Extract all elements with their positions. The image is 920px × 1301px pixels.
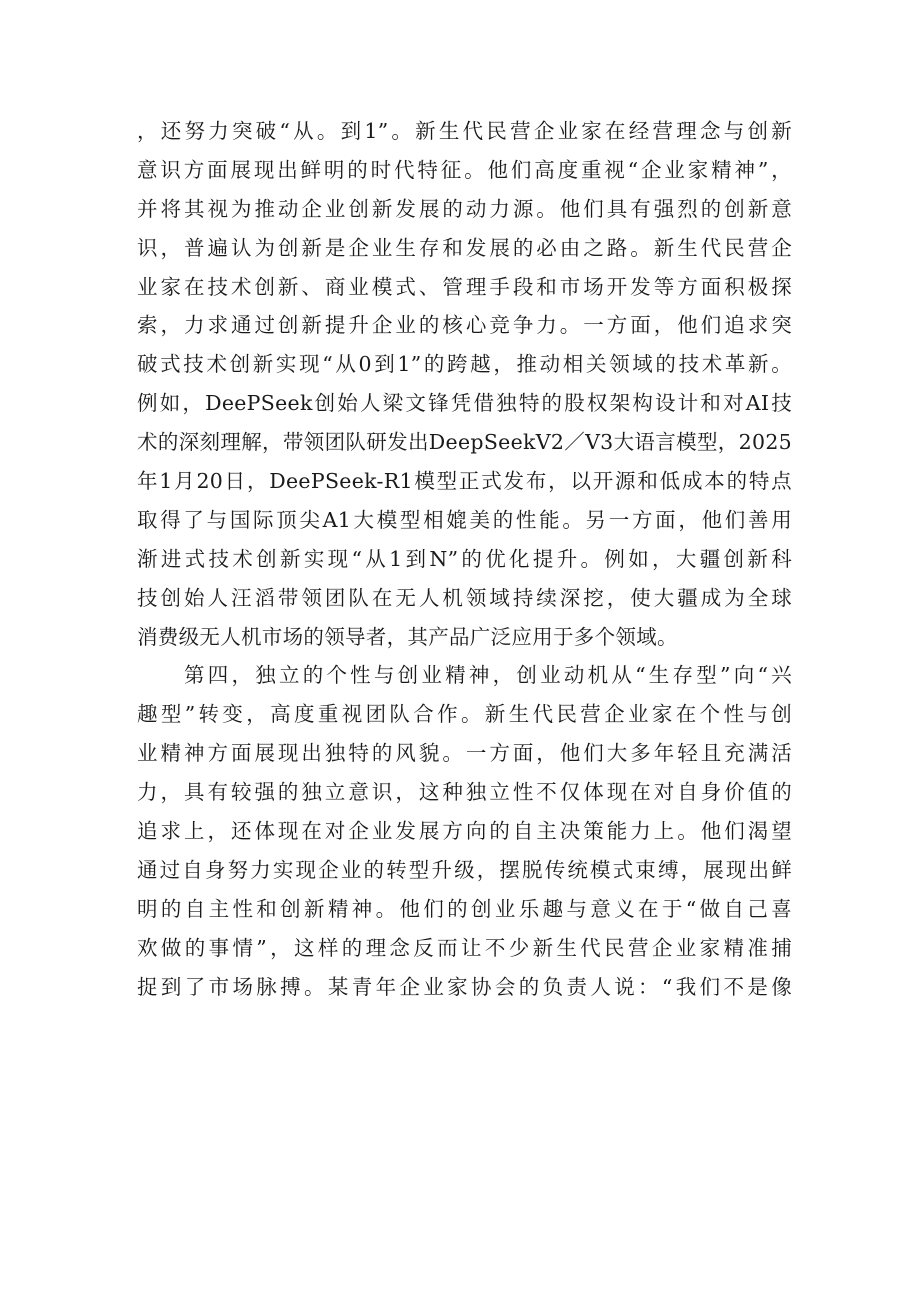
text-line: 追求上，还体现在对企业发展方向的自主决策能力上。他们渴望 [137, 819, 792, 844]
text-line: 力，具有较强的独立意识，这种独立性不仅体现在对自身价值的 [137, 780, 792, 805]
text-line: 业精神方面展现出独特的风貌。一方面，他们大多年轻且充满活 [137, 741, 792, 766]
text-line: 欢做的事情”，这样的理念反而让不少新生代民营企业家精准捕 [137, 935, 792, 960]
text-line: 明的自主性和创新精神。他们的创业乐趣与意义在于“做自己喜 [137, 896, 792, 921]
text-line: 意识方面展现出鲜明的时代特征。他们高度重视“企业家精神”， [137, 157, 792, 182]
text-line: 捉到了市场脉搏。某青年企业家协会的负责人说：“我们不是像 [137, 974, 792, 999]
text-line: 术的深刻理解，带领团队研发出DeepSeekV2／V3大语言模型，2025 [137, 430, 792, 455]
document-page [137, 112, 792, 1006]
text-line: 年1月20日，DeePSeek-R1模型正式发布，以开源和低成本的特点 [137, 469, 792, 494]
text-line: 技创始人汪滔带领团队在无人机领域持续深挖，使大疆成为全球 [137, 585, 792, 610]
text-line: 破式技术创新实现“从0到1”的跨越，推动相关领域的技术革新。 [137, 352, 792, 377]
text-line: 识，普遍认为创新是企业生存和发展的必由之路。新生代民营企 [137, 235, 792, 260]
text-line: 例如，DeePSeek创始人梁文锋凭借独特的股权架构设计和对AI技 [137, 391, 792, 416]
text-line: 第四，独立的个性与创业精神，创业动机从“生存型”向“兴 [184, 663, 792, 688]
text-line: 渐进式技术创新实现“从1到N”的优化提升。例如，大疆创新科 [137, 546, 792, 571]
paragraph-entrepreneurship [137, 656, 792, 1006]
text-line: ，还努力突破“从。到1”。新生代民营企业家在经营理念与创新 [137, 119, 792, 143]
text-line: 通过自身努力实现企业的转型升级，摆脱传统模式束缚，展现出鲜 [137, 857, 792, 882]
text-line: 业家在技术创新、商业模式、管理手段和市场开发等方面积极探 [137, 274, 792, 299]
paragraph-innovation [137, 112, 792, 656]
text-line: 取得了与国际顶尖A1大模型相媲美的性能。另一方面，他们善用 [137, 507, 792, 532]
text-line: 索，力求通过创新提升企业的核心竞争力。一方面，他们追求突 [137, 313, 792, 338]
text-line: 消费级无人机市场的领导者，其产品广泛应用于多个领域。 [137, 624, 678, 649]
text-line: 并将其视为推动企业创新发展的动力源。他们具有强烈的创新意 [137, 196, 792, 221]
text-line: 趣型”转变，高度重视团队合作。新生代民营企业家在个性与创 [137, 702, 792, 727]
